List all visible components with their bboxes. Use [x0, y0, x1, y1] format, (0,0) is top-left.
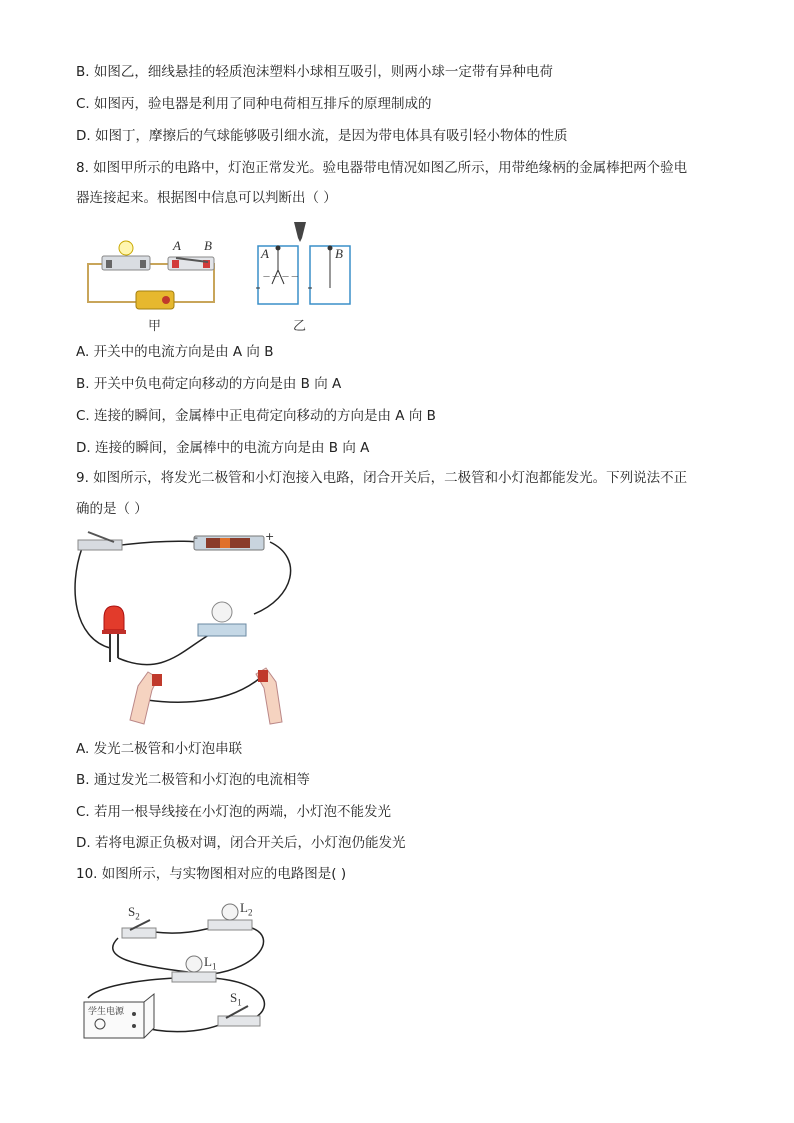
switch-s1-icon — [218, 1016, 260, 1026]
q8-stem-line2: 器连接起来。根据图中信息可以判断出（ ） — [76, 190, 337, 206]
fig10-label-s1: $S_1$ — [230, 990, 242, 1008]
bulb-icon — [212, 602, 232, 622]
fig9-plus-sign: + — [265, 530, 275, 543]
q8-option-c: C. 连接的瞬间，金属棒中正电荷定向移动的方向是由 A 向 B — [76, 408, 436, 424]
svg-text:— —: — — — [263, 272, 280, 280]
q9-option-d: D. 若将电源正负极对调，闭合开关后，小灯泡仍能发光 — [76, 835, 406, 851]
lamp-l2-base — [208, 920, 252, 930]
q8-option-d: D. 连接的瞬间，金属棒中的电流方向是由 B 向 A — [76, 440, 370, 456]
fig8-yi-label-B: B — [335, 246, 343, 261]
lamp-base — [198, 624, 246, 636]
q8-figure-jia-circuit — [82, 236, 222, 312]
fig8-label-B: B — [204, 238, 212, 253]
bulb-icon — [119, 241, 133, 255]
bulb-l2-icon — [222, 904, 238, 920]
q7-option-c: C. 如图丙，验电器是利用了同种电荷相互排斥的原理制成的 — [76, 96, 432, 112]
q7-option-d: D. 如图丁，摩擦后的气球能够吸引细水流，是因为带电体具有吸引轻小物体的性质 — [76, 128, 568, 144]
q9-stem-line1: 9. 如图所示，将发光二极管和小灯泡接入电路，闭合开关后，二极管和小灯泡都能发光。下列说法不正 — [76, 470, 688, 486]
switch-icon — [78, 540, 122, 550]
led-icon — [104, 606, 124, 630]
fig8-label-A: A — [173, 238, 181, 253]
q10-figure-physical-circuit — [78, 898, 274, 1042]
bulb-l1-icon — [186, 956, 202, 972]
fig10-label-l2: $L_2$ — [240, 900, 253, 918]
q7-option-b: B. 如图乙，细线悬挂的轻质泡沫塑料小球相互吸引，则两小球一定带有异种电荷 — [76, 64, 553, 80]
q9-option-b: B. 通过发光二极管和小灯泡的电流相等 — [76, 772, 310, 788]
fig10-label-s2: $S_2$ — [128, 904, 140, 922]
q10-stem: 10. 如图所示，与实物图相对应的电路图是( ) — [76, 866, 347, 882]
fig10-label-l1: $L_1$ — [204, 954, 217, 972]
fig8-yi-label-A: A — [261, 246, 269, 261]
fig10-power-supply-label: 学生电源 — [88, 1007, 125, 1017]
fig8-caption-yi: 乙 — [293, 319, 307, 334]
q9-option-c: C. 若用一根导线接在小灯泡的两端，小灯泡不能发光 — [76, 804, 392, 820]
q8-stem-line1: 8. 如图甲所示的电路中，灯泡正常发光。验电器带电情况如图乙所示，用带绝缘柄的金属棒把两个验电 — [76, 160, 688, 176]
insulated-rod-icon — [294, 222, 306, 242]
q8-option-b: B. 开关中负电荷定向移动的方向是由 B 向 A — [76, 376, 342, 392]
q9-stem-line2: 确的是（ ） — [76, 501, 148, 517]
svg-text:— —: — — — [282, 272, 299, 280]
switch-s2-icon — [122, 928, 156, 938]
q8-figure-yi-electroscopes — [254, 218, 354, 310]
wire — [114, 541, 199, 546]
q8-option-a: A. 开关中的电流方向是由 A 向 B — [76, 344, 274, 360]
fig8-caption-jia: 甲 — [148, 319, 162, 334]
q9-figure-led-circuit — [74, 528, 294, 726]
fig9-minus-sign: - — [194, 531, 198, 544]
q9-option-a: A. 发光二极管和小灯泡串联 — [76, 741, 243, 757]
lamp-l1-base — [172, 972, 216, 982]
